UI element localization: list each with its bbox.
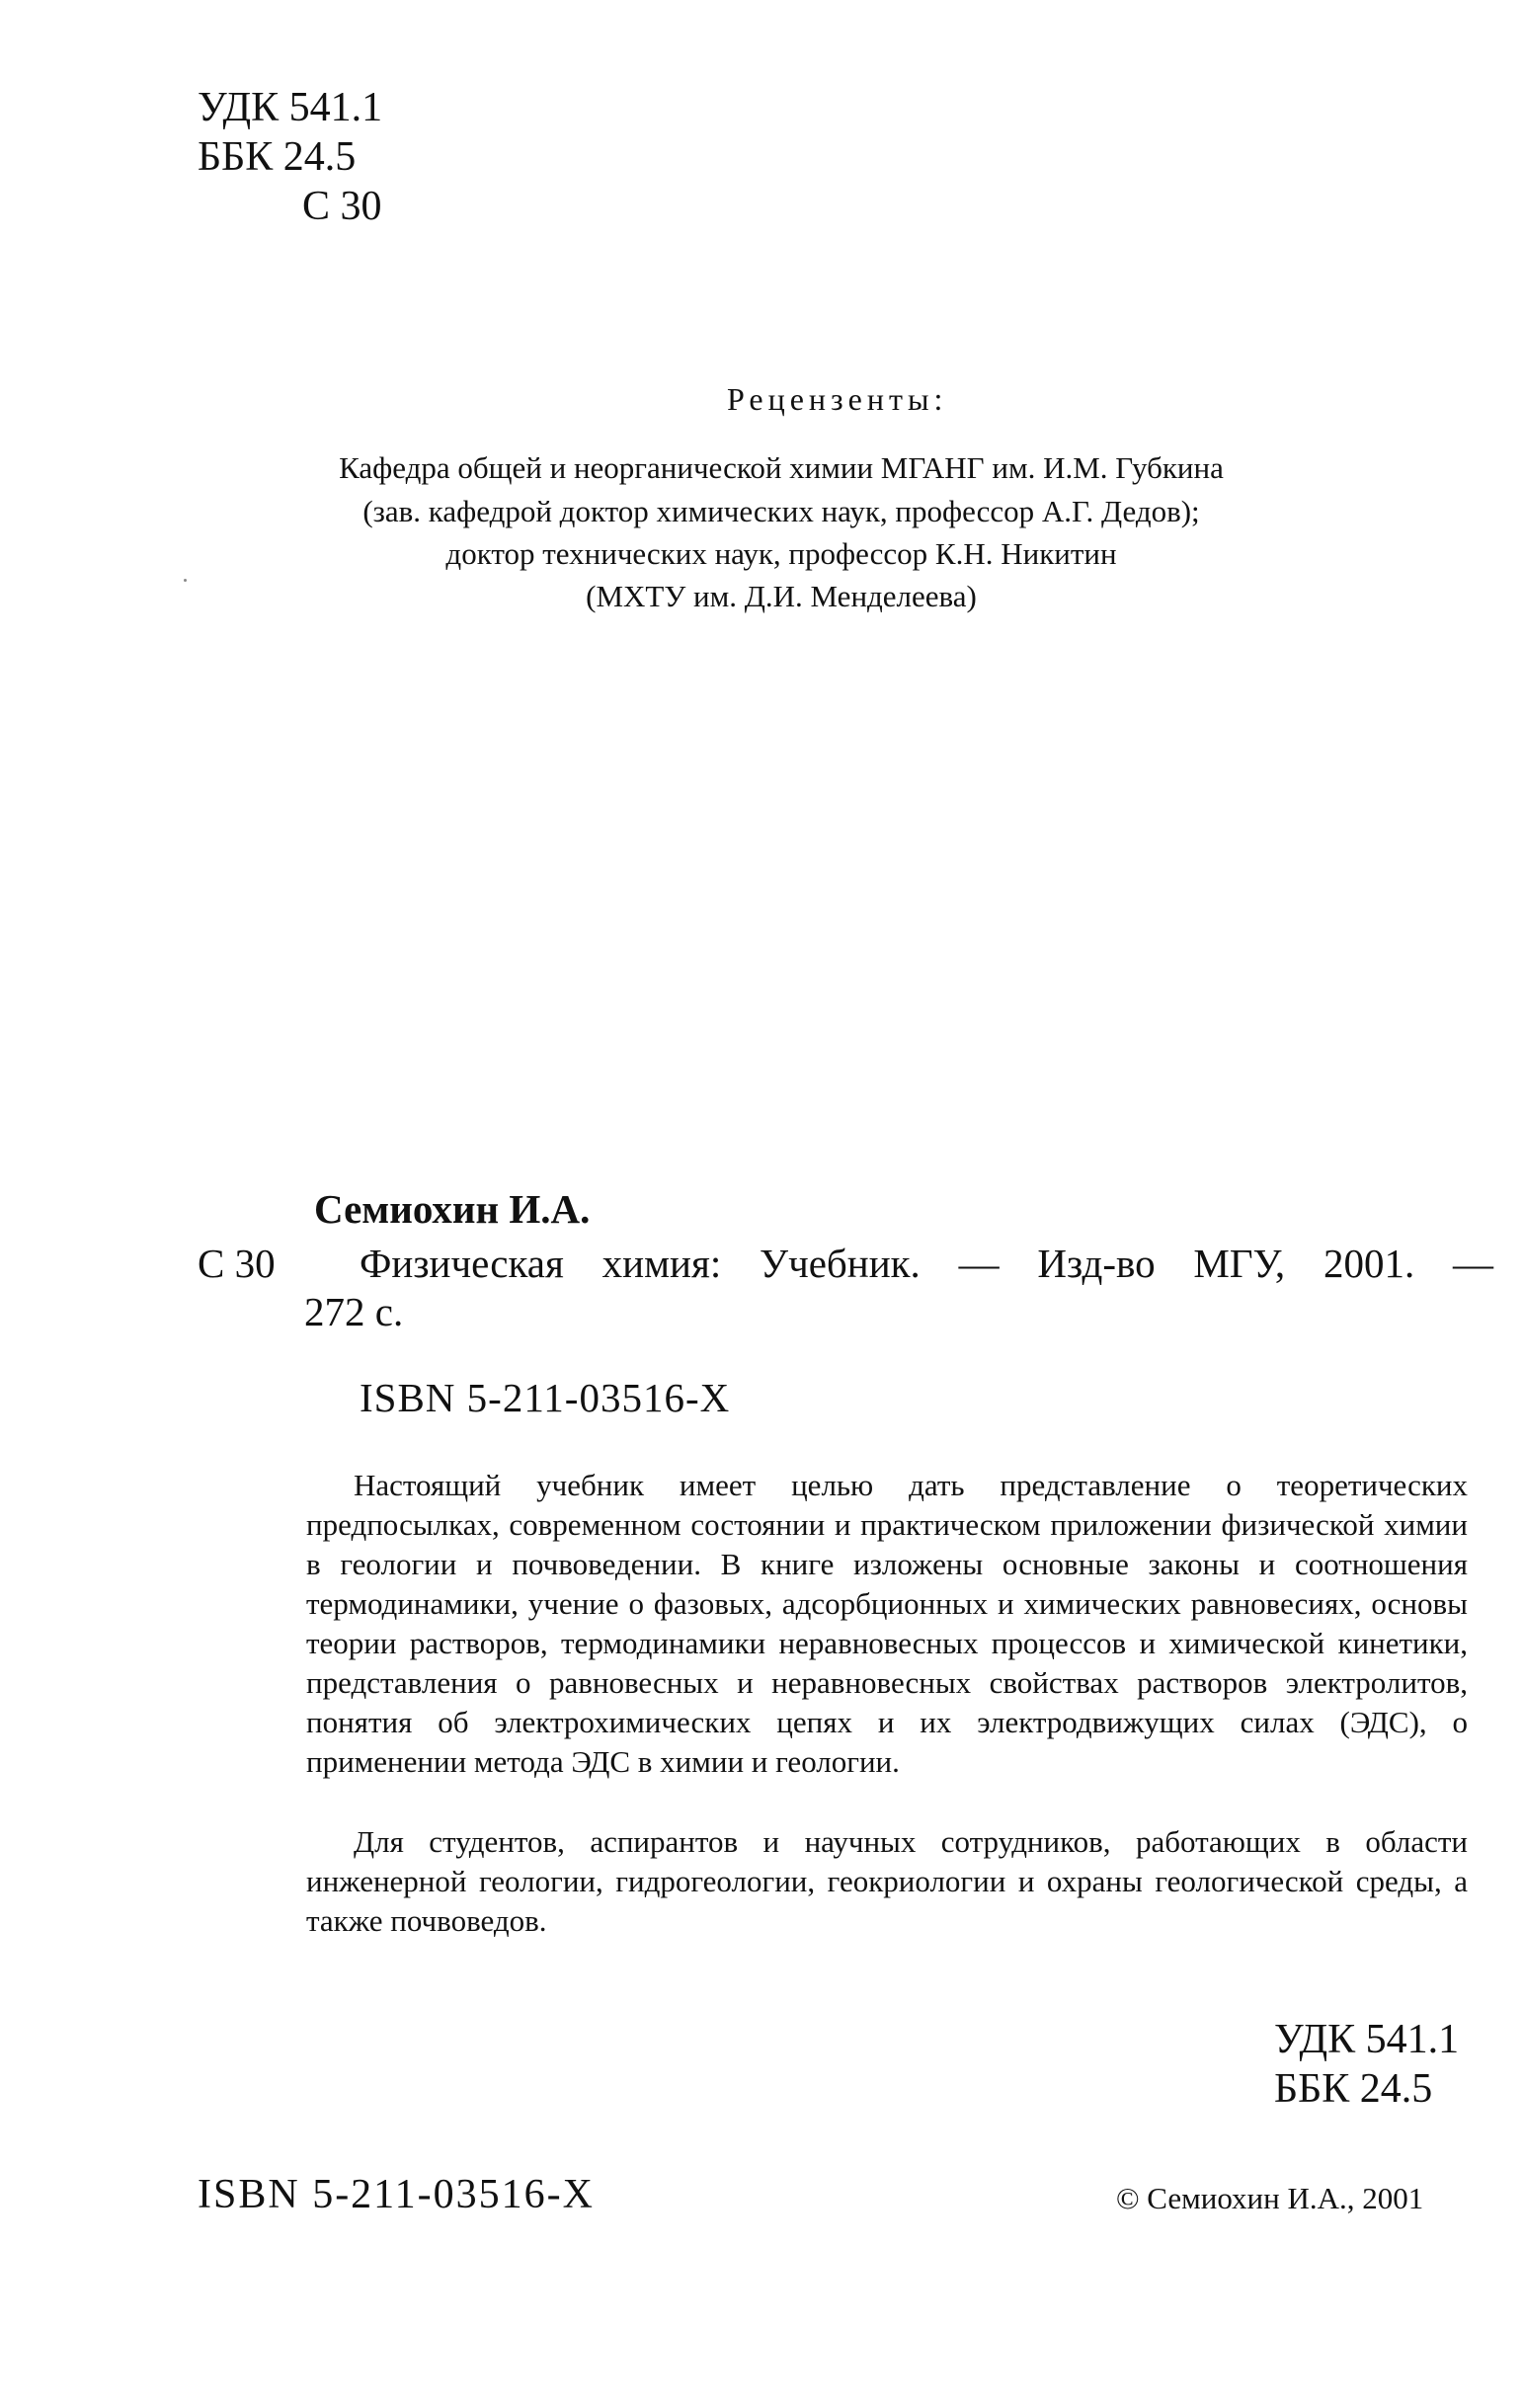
reviewers-heading: Рецензенты: — [727, 381, 948, 417]
book-title-line: Физическая химия: Учебник. — Изд-во МГУ, 2001. — — [360, 1241, 1493, 1286]
book-author: Семиохин И.А. — [314, 1186, 591, 1232]
bbk-code-top: ББК 24.5 — [198, 134, 357, 180]
annotation-paragraph: Настоящий учебник имеет целью дать представление о теоретических предпосылках, современном состоянии и практическом приложении физической химии в геологии и почвоведении. В книге изложены основные законы и соотношения термодинамики, учение о фазовых, адсорбционных и химических равновесиях, основы теории растворов, термодинамики неравновесных процессов и химической кинетики, представления о равновесных и неравновесных свойствах растворов электролитов, понятия об электрохимических цепях и их электродвижущих силах (ЭДС), о применении метода ЭДС в химии и геологии. — [306, 1468, 1468, 1779]
reviewer-line: Кафедра общей и неорганической химии МГАНГ им. И.М. Губкина — [339, 450, 1224, 485]
reviewer-line: (зав. кафедрой доктор химических наук, профессор А.Г. Дедов); — [362, 494, 1200, 528]
udk-code-bottom: УДК 541.1 — [1274, 2017, 1460, 2062]
author-mark-top: С 30 — [302, 184, 382, 229]
isbn-entry: ISBN 5-211-03516-X — [360, 1375, 731, 1420]
annotation-paragraph: Для студентов, аспирантов и научных сотрудников, работающих в области инженерной геологии, гидрогеологии, геокриологии и охраны геологической среды, а также почвоведов. — [306, 1824, 1468, 1938]
udk-code-top: УДК 541.1 — [198, 85, 383, 130]
reviewer-line: доктор технических наук, профессор К.Н. Никитин — [445, 536, 1117, 571]
author-mark-entry: С 30 — [198, 1241, 276, 1286]
reviewer-line: (МХТУ им. Д.И. Менделеева) — [586, 579, 977, 613]
copyright-notice: © Семиохин И.А., 2001 — [1116, 2181, 1424, 2215]
scan-artifact — [184, 579, 187, 582]
isbn-footer: ISBN 5-211-03516-X — [198, 2172, 595, 2217]
bbk-code-bottom: ББК 24.5 — [1274, 2066, 1433, 2112]
page-count: 272 с. — [304, 1289, 404, 1334]
